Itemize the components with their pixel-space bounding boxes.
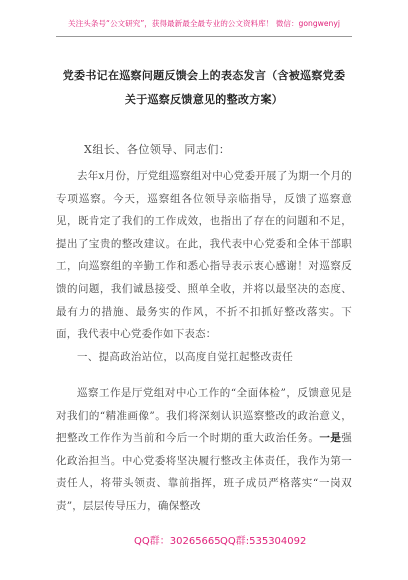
paragraph-section-1	[56, 382, 352, 518]
paragraph-section-1-rest: 强化政治担当。中心党委将坚决履行整改主体责任，我作为第一责任人，将带头领责、靠前指挥，班子成员严格落实“一岗双责”，层层传导压力，确保整改	[56, 432, 352, 512]
title-line-1: 党委书记在巡察问题反馈会上的表态发言（含被巡察党委	[62, 69, 346, 82]
paragraph-section-1-main: 巡察工作是厅党组对中心工作的“全面体检”，反馈意见是对我们的“精准画像”。我们将深刻认识巡察整改的政治意义，把整改工作作为当前和今后一个时期的重大政治任务。	[56, 387, 352, 445]
title-line-2: 关于巡察反馈意见的整改方案）	[124, 93, 284, 106]
header-divider	[56, 36, 352, 37]
section-heading-1: 一、提高政治站位，以高度自觉扛起整改责任	[77, 351, 293, 363]
paragraph-intro: 去年x月份，厅党组巡察组对中心党委开展了为期一个月的专项巡察。今天，巡察组各位领导亲临指导，反馈了巡察意见，既肯定了我们的工作成效，也指出了存在的问题和不足，提出了宝贵的整改建议。在此，我代表中心党委和全体干部职工，向巡察组的辛勤工作和悉心指导表示衷心感谢！对巡察反馈的问题，我们诚恳接受、照单全收，并将以最坚决的态度、最有力的措施、最务实的作风，不折不扣抓好整改落实。下面，我代表中心党委作如下表态：	[56, 170, 352, 341]
paragraph-lead-phrase: 一是	[319, 432, 342, 445]
document-title	[56, 64, 352, 112]
header-banner: 关注头条号“公文研究”，获得最新最全最专业的公文资料库！ 微信：gongwenyj	[68, 19, 340, 28]
salutation: X组长、各位领导、同志们：	[84, 143, 231, 156]
footer-qq-group-2: QQ群:535304092	[220, 536, 307, 547]
footer-qq-group-1: QQ群：30265665	[134, 536, 221, 547]
